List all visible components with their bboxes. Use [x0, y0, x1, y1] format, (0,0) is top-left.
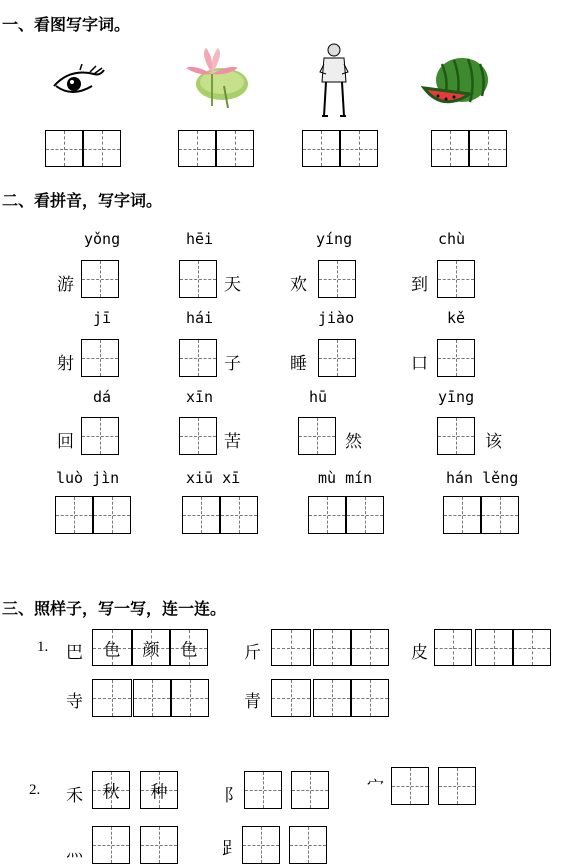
writing-cell[interactable]: [298, 417, 336, 455]
writing-cell[interactable]: [178, 130, 216, 167]
writing-cell[interactable]: [242, 826, 280, 864]
given-character: 欢: [290, 275, 307, 295]
given-character: 苦: [224, 432, 241, 452]
example-character: 颜: [142, 640, 160, 660]
pinyin-label: kě: [447, 309, 466, 327]
writing-cell[interactable]: [351, 679, 389, 717]
writing-cell[interactable]: [271, 629, 311, 666]
given-character: 子: [224, 354, 241, 374]
given-character: 皮: [411, 643, 428, 663]
writing-cell[interactable]: [438, 767, 476, 805]
question-number: 2.: [29, 782, 41, 798]
pinyin-label: hū: [309, 388, 328, 406]
pinyin-label: xiū xī: [186, 469, 241, 487]
section3-title: 三、照样子，写一写，连一连。: [2, 599, 227, 618]
pinyin-label: xīn: [186, 388, 214, 406]
writing-cell[interactable]: [179, 417, 217, 455]
writing-cell[interactable]: [434, 629, 472, 666]
writing-cell[interactable]: [351, 629, 389, 666]
writing-cell[interactable]: [179, 339, 217, 377]
writing-cell[interactable]: [513, 629, 551, 666]
example-character: 种: [150, 782, 168, 803]
writing-cell[interactable]: [271, 679, 311, 717]
writing-cell[interactable]: [55, 496, 93, 534]
writing-cell[interactable]: [302, 130, 340, 167]
example-cell: [92, 771, 130, 809]
example-cell: [92, 629, 132, 666]
example-character: 秋: [102, 782, 120, 803]
given-character: 睡: [290, 354, 307, 374]
writing-cell[interactable]: [481, 496, 519, 534]
given-character: 然: [345, 432, 362, 452]
writing-cell[interactable]: [437, 417, 475, 455]
given-character: 到: [411, 275, 428, 295]
writing-cell[interactable]: [340, 130, 378, 167]
pinyin-label: hái: [186, 309, 214, 327]
writing-cell[interactable]: [318, 260, 356, 298]
given-character: 𧾷: [222, 839, 239, 859]
writing-cell[interactable]: [81, 339, 119, 377]
given-character: 射: [57, 354, 74, 374]
given-character: 青: [244, 692, 261, 712]
writing-cell[interactable]: [308, 496, 346, 534]
section2-title: 二、看拼音，写字词。: [2, 191, 163, 210]
writing-cell[interactable]: [220, 496, 258, 534]
writing-cell[interactable]: [83, 130, 121, 167]
pinyin-label: mù mín: [318, 469, 373, 487]
lotus-icon: [172, 46, 250, 108]
given-character: 游: [57, 275, 74, 295]
writing-cell[interactable]: [289, 826, 327, 864]
given-character: 口: [411, 354, 428, 374]
given-character: 回: [57, 432, 74, 452]
child-figure-icon: [316, 42, 352, 122]
writing-cell[interactable]: [140, 826, 178, 864]
eye-icon: [50, 64, 106, 100]
given-character: 阝: [224, 786, 241, 806]
writing-cell[interactable]: [92, 826, 130, 864]
given-character: 斤: [244, 643, 261, 663]
pinyin-label: yīng: [438, 388, 475, 406]
given-character: 巴: [66, 643, 83, 663]
given-character: 天: [224, 275, 241, 295]
example-cell: [132, 629, 170, 666]
pinyin-label: jiào: [318, 309, 355, 327]
writing-cell[interactable]: [346, 496, 384, 534]
writing-cell[interactable]: [179, 260, 217, 298]
writing-cell[interactable]: [313, 679, 351, 717]
writing-cell[interactable]: [81, 417, 119, 455]
given-character: 宀: [367, 777, 384, 797]
writing-cell[interactable]: [182, 496, 220, 534]
writing-cell[interactable]: [171, 679, 209, 717]
writing-cell[interactable]: [81, 260, 119, 298]
pinyin-label: jī: [93, 309, 112, 327]
pinyin-label: chù: [438, 230, 466, 248]
writing-cell[interactable]: [313, 629, 351, 666]
writing-cell[interactable]: [431, 130, 469, 167]
writing-cell[interactable]: [216, 130, 254, 167]
pinyin-label: yíng: [316, 230, 353, 248]
pinyin-label: yǒng: [84, 230, 121, 248]
writing-cell[interactable]: [92, 679, 132, 717]
writing-cell[interactable]: [133, 679, 171, 717]
example-character: 色: [180, 640, 198, 660]
given-character: 寺: [66, 692, 83, 712]
pinyin-label: luò jìn: [56, 469, 120, 487]
given-character: 灬: [66, 841, 83, 861]
writing-cell[interactable]: [475, 629, 513, 666]
given-character: 禾: [66, 786, 83, 806]
writing-cell[interactable]: [318, 339, 356, 377]
writing-cell[interactable]: [437, 339, 475, 377]
pinyin-label: hēi: [186, 230, 214, 248]
pinyin-label: hán lěng: [446, 469, 519, 487]
question-number: 1.: [37, 639, 49, 655]
writing-cell[interactable]: [437, 260, 475, 298]
watermelon-icon: [420, 54, 492, 110]
example-character: 色: [103, 640, 121, 660]
section1-title: 一、看图写字词。: [2, 15, 131, 34]
writing-cell[interactable]: [391, 767, 429, 805]
writing-cell[interactable]: [93, 496, 131, 534]
example-cell: [140, 771, 178, 809]
writing-cell[interactable]: [443, 496, 481, 534]
example-cell: [170, 629, 208, 666]
writing-cell[interactable]: [291, 771, 329, 809]
writing-cell[interactable]: [45, 130, 83, 167]
writing-cell[interactable]: [244, 771, 282, 809]
pinyin-label: dá: [93, 388, 112, 406]
writing-cell[interactable]: [469, 130, 507, 167]
given-character: 该: [485, 432, 502, 452]
